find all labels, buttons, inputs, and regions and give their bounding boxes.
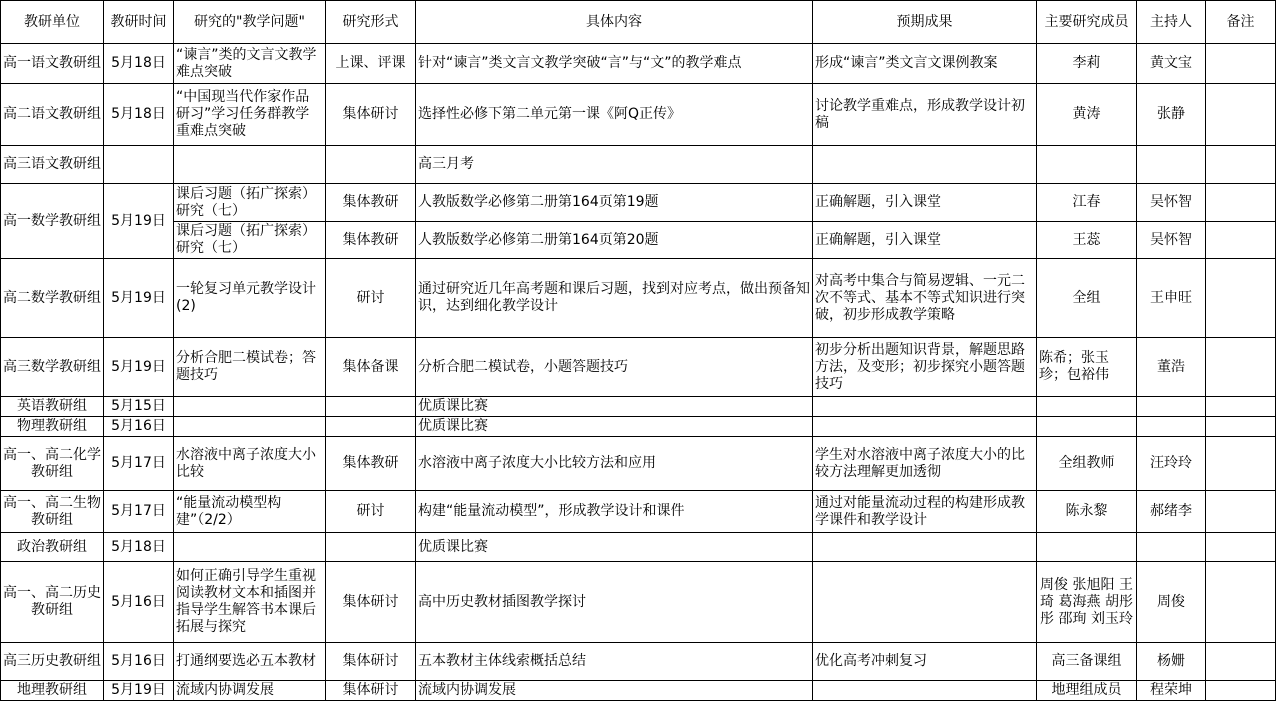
cell-content: 分析合肥二模试卷，小题答题技巧 [416, 338, 813, 397]
cell-problem: “谏言”类的文言文教学难点突破 [174, 44, 326, 84]
cell-content: 选择性必修下第二单元第一课《阿Q正传》 [416, 84, 813, 146]
cell-members [1037, 397, 1137, 417]
cell-content: 针对“谏言”类文言文教学突破“言”与“文”的教学难点 [416, 44, 813, 84]
cell-problem [174, 533, 326, 562]
cell-form: 集体教研 [326, 437, 416, 491]
cell-problem: 打通纲要选必五本教材 [174, 643, 326, 681]
cell-time: 5月16日 [104, 562, 174, 643]
cell-form: 研讨 [326, 259, 416, 338]
cell-note [1206, 643, 1276, 681]
header-host: 主持人 [1137, 1, 1206, 44]
header-unit: 教研单位 [1, 1, 104, 44]
cell-form: 研讨 [326, 491, 416, 533]
cell-problem: 一轮复习单元教学设计(2) [174, 259, 326, 338]
table-row [1, 417, 1276, 437]
cell-time: 5月18日 [104, 533, 174, 562]
cell-problem [174, 417, 326, 437]
cell-unit: 高三数学教研组 [1, 338, 104, 397]
header-form: 研究形式 [326, 1, 416, 44]
cell-time: 5月18日 [104, 84, 174, 146]
table-row [1, 259, 1276, 338]
cell-content: 优质课比赛 [416, 417, 813, 437]
cell-note [1206, 437, 1276, 491]
cell-form [326, 397, 416, 417]
cell-result: 对高考中集合与简易逻辑、一元二次不等式、基本不等式知识进行突破，初步形成教学策略 [813, 259, 1037, 338]
cell-host: 王申旺 [1137, 259, 1206, 338]
cell-form: 集体研讨 [326, 84, 416, 146]
cell-host: 杨姗 [1137, 643, 1206, 681]
cell-members: 李莉 [1037, 44, 1137, 84]
cell-content: 通过研究近几年高考题和课后习题，找到对应考点，做出预备知识，达到细化教学设计 [416, 259, 813, 338]
cell-form [326, 533, 416, 562]
cell-problem [174, 146, 326, 184]
cell-problem: “中国现当代作家作品研习”学习任务群教学重难点突破 [174, 84, 326, 146]
cell-problem [174, 397, 326, 417]
cell-form: 集体教研 [326, 222, 416, 259]
cell-members: 黄涛 [1037, 84, 1137, 146]
cell-note [1206, 491, 1276, 533]
cell-unit: 地理教研组 [1, 681, 104, 701]
cell-time: 5月19日 [104, 681, 174, 701]
cell-form [326, 417, 416, 437]
cell-unit: 高三语文教研组 [1, 146, 104, 184]
cell-problem: 流域内协调发展 [174, 681, 326, 701]
cell-members: 全组 [1037, 259, 1137, 338]
cell-time: 5月17日 [104, 491, 174, 533]
cell-unit: 高一、高二化学教研组 [1, 437, 104, 491]
cell-result [813, 533, 1037, 562]
cell-result [813, 397, 1037, 417]
cell-form: 上课、评课 [326, 44, 416, 84]
cell-host [1137, 533, 1206, 562]
header-content: 具体内容 [416, 1, 813, 44]
cell-form: 集体研讨 [326, 562, 416, 643]
cell-result [813, 681, 1037, 701]
cell-host: 张静 [1137, 84, 1206, 146]
cell-host: 郝绪李 [1137, 491, 1206, 533]
cell-time [104, 146, 174, 184]
cell-members: 高三备课组 [1037, 643, 1137, 681]
cell-unit: 高一、高二生物教研组 [1, 491, 104, 533]
cell-result: 优化高考冲刺复习 [813, 643, 1037, 681]
cell-members: 陈希；张玉珍；包裕伟 [1037, 338, 1137, 397]
cell-content: 水溶液中离子浓度大小比较方法和应用 [416, 437, 813, 491]
cell-problem: 课后习题（拓广探索）研究（七） [174, 184, 326, 222]
cell-members: 地理组成员 [1037, 681, 1137, 701]
cell-host: 周俊 [1137, 562, 1206, 643]
header-time: 教研时间 [104, 1, 174, 44]
cell-form: 集体教研 [326, 184, 416, 222]
cell-note [1206, 417, 1276, 437]
cell-host [1137, 146, 1206, 184]
cell-host [1137, 417, 1206, 437]
cell-result [813, 146, 1037, 184]
cell-note [1206, 338, 1276, 397]
cell-form: 集体研讨 [326, 643, 416, 681]
table-row [1, 491, 1276, 533]
cell-members: 江春 [1037, 184, 1137, 222]
table-row [1, 562, 1276, 643]
cell-time: 5月17日 [104, 437, 174, 491]
header-result: 预期成果 [813, 1, 1037, 44]
cell-note [1206, 397, 1276, 417]
cell-form [326, 146, 416, 184]
cell-members [1037, 533, 1137, 562]
cell-content: 高三月考 [416, 146, 813, 184]
cell-content: 构建“能量流动模型”，形成教学设计和课件 [416, 491, 813, 533]
table-row [1, 397, 1276, 417]
cell-unit: 高二语文教研组 [1, 84, 104, 146]
cell-problem: 分析合肥二模试卷；答题技巧 [174, 338, 326, 397]
cell-host: 程荣坤 [1137, 681, 1206, 701]
table-row [1, 44, 1276, 84]
table-row [1, 437, 1276, 491]
cell-members [1037, 146, 1137, 184]
cell-result: 初步分析出题知识背景，解题思路方法，及变形；初步探究小题答题技巧 [813, 338, 1037, 397]
cell-unit: 高三历史教研组 [1, 643, 104, 681]
cell-result: 正确解题，引入课堂 [813, 222, 1037, 259]
table-row [1, 146, 1276, 184]
cell-result: 通过对能量流动过程的构建形成教学课件和教学设计 [813, 491, 1037, 533]
cell-note [1206, 84, 1276, 146]
cell-content: 优质课比赛 [416, 397, 813, 417]
cell-note [1206, 533, 1276, 562]
cell-note [1206, 44, 1276, 84]
cell-content: 人教版数学必修第二册第164页第20题 [416, 222, 813, 259]
cell-content: 人教版数学必修第二册第164页第19题 [416, 184, 813, 222]
cell-result [813, 417, 1037, 437]
cell-result: 讨论教学重难点，形成教学设计初稿 [813, 84, 1037, 146]
table-row [1, 184, 1276, 222]
table-row [1, 643, 1276, 681]
cell-host [1137, 397, 1206, 417]
header-row [1, 1, 1276, 44]
cell-unit: 英语教研组 [1, 397, 104, 417]
cell-problem: 课后习题（拓广探索）研究（七） [174, 222, 326, 259]
cell-problem: “能量流动模型构建”（2/2） [174, 491, 326, 533]
cell-members: 周俊 张旭阳 王琦 葛海燕 胡彤彤 邵珣 刘玉玲 [1037, 562, 1137, 643]
cell-form: 集体研讨 [326, 681, 416, 701]
cell-note [1206, 146, 1276, 184]
cell-note [1206, 184, 1276, 222]
cell-note [1206, 259, 1276, 338]
cell-content: 优质课比赛 [416, 533, 813, 562]
cell-note [1206, 562, 1276, 643]
cell-problem: 如何正确引导学生重视阅读教材文本和插图并指导学生解答书本课后拓展与探究 [174, 562, 326, 643]
cell-host: 董浩 [1137, 338, 1206, 397]
cell-time: 5月15日 [104, 397, 174, 417]
cell-content: 流域内协调发展 [416, 681, 813, 701]
cell-host: 吴怀智 [1137, 222, 1206, 259]
cell-result: 正确解题，引入课堂 [813, 184, 1037, 222]
cell-unit: 高一数学教研组 [1, 184, 104, 259]
cell-result: 形成“谏言”类文言文课例教案 [813, 44, 1037, 84]
cell-host: 汪玲玲 [1137, 437, 1206, 491]
cell-time: 5月16日 [104, 643, 174, 681]
cell-time: 5月16日 [104, 417, 174, 437]
cell-result: 学生对水溶液中离子浓度大小的比较方法理解更加透彻 [813, 437, 1037, 491]
cell-content: 五本教材主体线索概括总结 [416, 643, 813, 681]
cell-time: 5月19日 [104, 259, 174, 338]
header-problem: 研究的"教学问题" [174, 1, 326, 44]
cell-result [813, 562, 1037, 643]
cell-unit: 高一、高二历史教研组 [1, 562, 104, 643]
cell-host: 吴怀智 [1137, 184, 1206, 222]
cell-unit: 政治教研组 [1, 533, 104, 562]
cell-members: 陈永黎 [1037, 491, 1137, 533]
cell-unit: 高二数学教研组 [1, 259, 104, 338]
cell-form: 集体备课 [326, 338, 416, 397]
header-note: 备注 [1206, 1, 1276, 44]
cell-host: 黄文宝 [1137, 44, 1206, 84]
cell-unit: 高一语文教研组 [1, 44, 104, 84]
cell-time: 5月19日 [104, 338, 174, 397]
cell-note [1206, 681, 1276, 701]
cell-unit: 物理教研组 [1, 417, 104, 437]
table-row [1, 338, 1276, 397]
cell-note [1206, 222, 1276, 259]
cell-time: 5月19日 [104, 184, 174, 259]
cell-members [1037, 417, 1137, 437]
cell-time: 5月18日 [104, 44, 174, 84]
header-members: 主要研究成员 [1037, 1, 1137, 44]
cell-members: 全组教师 [1037, 437, 1137, 491]
table-row [1, 681, 1276, 701]
cell-content: 高中历史教材插图教学探讨 [416, 562, 813, 643]
table-row [1, 222, 1276, 259]
table-row [1, 84, 1276, 146]
cell-members: 王蕊 [1037, 222, 1137, 259]
table-row [1, 533, 1276, 562]
cell-problem: 水溶液中离子浓度大小比较 [174, 437, 326, 491]
